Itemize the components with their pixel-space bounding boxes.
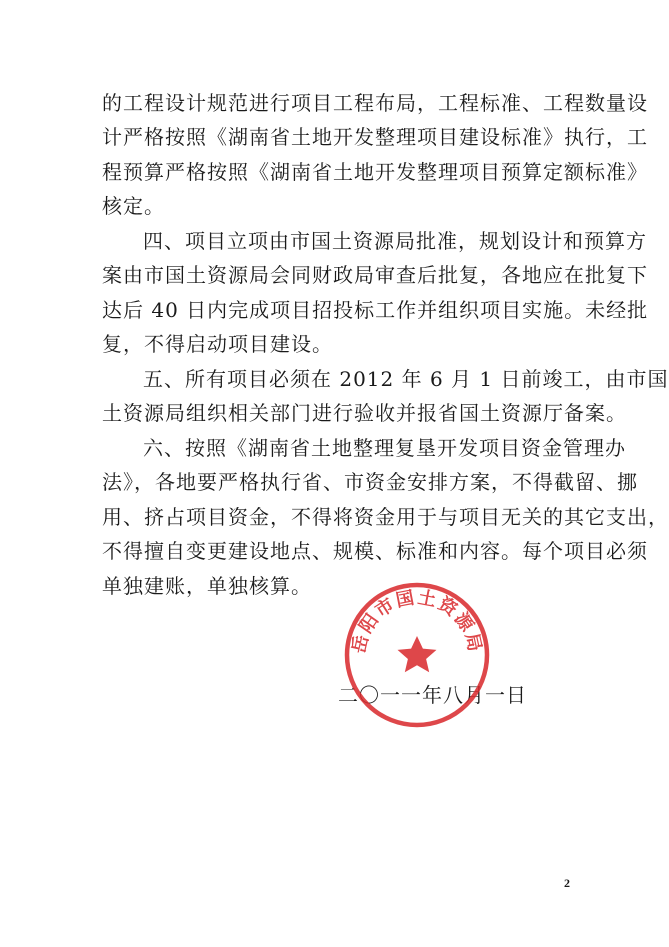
body-text-line: 复，不得启动项目建设。	[102, 332, 333, 356]
svg-text:岳阳市国土资源局: 岳阳市国土资源局	[348, 587, 486, 656]
seal-text	[0, 0, 1, 1]
body-text-line: 达后 40 日内完成项目招投标工作并组织项目实施。未经批	[102, 298, 649, 322]
body-text-line: 用、挤占项目资金，不得将资金用于与项目无关的其它支出，	[102, 505, 669, 529]
body-text-line: 不得擅自变更建设地点、规模、标准和内容。每个项目必须	[102, 539, 648, 563]
paragraph-four-start: 四、项目立项由市国土资源局批准，规划设计和预算方	[143, 229, 647, 253]
paragraph-six-start: 六、按照《湖南省土地整理复垦开发项目资金管理办	[143, 436, 626, 460]
signature-date: 二〇一一年八月一日	[338, 683, 527, 707]
body-text-line: 单独建账，单独核算。	[102, 574, 312, 598]
official-seal-stamp	[342, 580, 492, 730]
seal-star-icon	[398, 636, 437, 672]
body-text-line: 核定。	[102, 194, 165, 218]
body-text-line: 程预算严格按照《湖南省土地开发整理项目预算定额标准》	[102, 160, 648, 184]
body-text-line: 计严格按照《湖南省土地开发整理项目建设标准》执行，工	[102, 125, 648, 149]
body-text-line: 法》，各地要严格执行省、市资金安排方案，不得截留、挪	[102, 470, 638, 494]
body-text-line: 案由市国土资源局会同财政局审查后批复，各地应在批复下	[102, 263, 648, 287]
body-text-line: 土资源局组织相关部门进行验收并报省国土资源厅备案。	[102, 401, 627, 425]
paragraph-five-start: 五、所有项目必须在 2012 年 6 月 1 日前竣工，由市国	[143, 367, 669, 391]
page-number: 2	[564, 876, 570, 890]
body-text-line: 的工程设计规范进行项目工程布局，工程标准、工程数量设	[102, 91, 648, 115]
